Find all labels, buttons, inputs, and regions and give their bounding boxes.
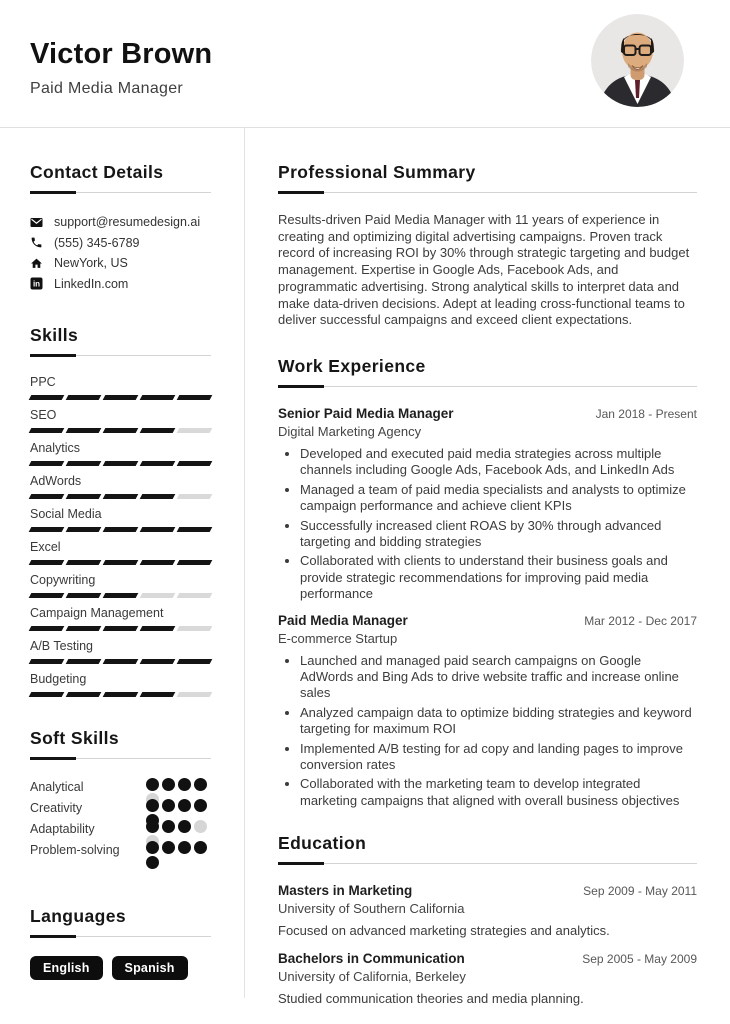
- skill-level-bar: [30, 527, 211, 532]
- level-segment-filled: [103, 461, 139, 466]
- level-segment-filled: [103, 395, 139, 400]
- education-school: University of California, Berkeley: [278, 969, 466, 985]
- education-list: [278, 883, 697, 1006]
- level-dot-filled: [178, 778, 191, 791]
- job-bullet: • Implemented A/B testing for ad copy and landing pages to improve conversion rates: [300, 741, 697, 774]
- summary-heading-block: [278, 162, 697, 193]
- languages-section: [30, 906, 211, 980]
- education-heading: Education: [278, 833, 367, 854]
- sidebar: [0, 128, 245, 998]
- skills-section: [30, 325, 211, 697]
- profile-photo-illustration: [591, 14, 684, 107]
- heading-accent-bar: [30, 191, 76, 194]
- skill-level-bar: [30, 626, 211, 631]
- level-dot-filled: [162, 841, 175, 854]
- contact-linkedin-row: [30, 274, 211, 295]
- main-content: [245, 128, 730, 1007]
- summary-text: Results-driven Paid Media Manager with 11 years of experience in creating and optimizing digital advertising campaigns. Proven track record of increasing ROI by 30% through strategic targeting and budget management. Expertise in Google Ads, Facebook Ads, and programmatic advertising. Strong analytical skills to interpret data and make data-driven decisions. Adept at leading cross-functional teams to deliver successful campaigns and exceed client expectations.: [278, 212, 690, 328]
- level-segment-filled: [29, 659, 65, 664]
- soft-skill-label: Creativity: [30, 801, 83, 815]
- skill-label: Analytics: [30, 441, 81, 455]
- level-segment-filled: [66, 659, 102, 664]
- level-segment-filled: [177, 560, 213, 565]
- job-bullets: [278, 653, 697, 810]
- job-bullet: • Collaborated with clients to understand their business goals and provide strategic recommendations for improving paid media performance: [300, 553, 697, 602]
- content-columns: [0, 128, 730, 1007]
- level-segment-filled: [103, 428, 139, 433]
- level-segment-filled: [140, 428, 176, 433]
- soft-skills-heading: Soft Skills: [30, 728, 120, 748]
- svg-text:in: in: [32, 279, 41, 289]
- soft-skills-list: [30, 778, 211, 862]
- candidate-name: Victor Brown: [30, 38, 213, 70]
- skill-level-bar: [30, 560, 211, 565]
- level-segment-filled: [29, 395, 65, 400]
- level-segment-filled: [29, 626, 65, 631]
- languages-heading: Languages: [30, 906, 126, 926]
- level-dot-filled: [178, 820, 191, 833]
- job-company: Digital Marketing Agency: [278, 423, 422, 439]
- level-dot-filled: [146, 799, 159, 812]
- email-icon: [30, 216, 43, 229]
- skill-label: Copywriting: [30, 573, 96, 587]
- level-segment-filled: [66, 494, 102, 499]
- soft-skill-label: Analytical: [30, 780, 84, 794]
- job-bullet: • Collaborated with the marketing team to develop integrated marketing campaigns that aligned with overall business objectives: [300, 776, 697, 809]
- soft-skills-heading-block: [30, 728, 211, 759]
- education-entry: [278, 951, 697, 1006]
- level-segment-filled: [140, 692, 176, 697]
- level-segment-filled: [66, 428, 102, 433]
- heading-accent-bar: [278, 191, 324, 194]
- contact-heading: Contact Details: [30, 162, 164, 182]
- level-segment-filled: [29, 527, 65, 532]
- level-dot-filled: [178, 799, 191, 812]
- job-entry: [278, 406, 697, 603]
- job-bullet: • Launched and managed paid search campaigns on Google AdWords and Bing Ads to drive website traffic and increase online sales: [300, 653, 697, 702]
- candidate-title: Paid Media Manager: [30, 80, 184, 97]
- experience-heading-block: [278, 356, 697, 387]
- level-segment-empty: [177, 692, 213, 697]
- level-segment-filled: [66, 626, 102, 631]
- level-segment-filled: [177, 527, 213, 532]
- skill-label: AdWords: [30, 474, 82, 488]
- soft-skill-item: [30, 799, 211, 820]
- level-segment-filled: [177, 395, 213, 400]
- level-dot-filled: [146, 778, 159, 791]
- level-segment-filled: [66, 527, 102, 532]
- skill-label: Social Media: [30, 507, 102, 521]
- skill-label: A/B Testing: [30, 639, 94, 653]
- level-segment-filled: [66, 461, 102, 466]
- level-segment-filled: [103, 626, 139, 631]
- level-segment-filled: [103, 692, 139, 697]
- job-bullet: • Managed a team of paid media specialists and analysts to optimize campaign performance and achieve client KPIs: [300, 482, 697, 515]
- education-header: [278, 883, 697, 898]
- contact-linkedin[interactable]: LinkedIn.com: [54, 276, 129, 291]
- contact-location-row: [30, 253, 211, 274]
- skill-item: [30, 375, 211, 400]
- level-dot-filled: [162, 778, 175, 791]
- education-description: Studied communication theories and media planning.: [278, 991, 584, 1007]
- level-segment-filled: [29, 461, 65, 466]
- education-entry: [278, 883, 697, 938]
- level-dot-filled: [146, 820, 159, 833]
- job-title: Senior Paid Media Manager: [278, 405, 454, 421]
- education-section: [278, 833, 697, 1006]
- contact-phone-row: [30, 233, 211, 254]
- experience-section: [278, 356, 697, 809]
- level-dot-filled: [194, 841, 207, 854]
- skill-item: [30, 540, 211, 565]
- level-segment-filled: [177, 659, 213, 664]
- soft-skill-label: Problem-solving: [30, 843, 120, 857]
- languages-heading-block: [30, 906, 211, 937]
- heading-accent-bar: [278, 862, 324, 865]
- level-segment-filled: [103, 659, 139, 664]
- level-segment-filled: [140, 560, 176, 565]
- soft-skill-level-dots: [146, 841, 211, 871]
- level-segment-filled: [140, 527, 176, 532]
- contact-section: [30, 162, 211, 294]
- summary-heading: Professional Summary: [278, 162, 476, 182]
- level-dot-filled: [178, 841, 191, 854]
- heading-accent-bar: [30, 354, 76, 357]
- phone-icon: [30, 236, 43, 249]
- level-segment-filled: [140, 461, 176, 466]
- level-dot-filled: [162, 820, 175, 833]
- level-segment-filled: [103, 560, 139, 565]
- education-school: University of Southern California: [278, 901, 465, 917]
- level-segment-empty: [177, 494, 213, 499]
- level-dot-filled: [162, 799, 175, 812]
- level-segment-filled: [140, 659, 176, 664]
- experience-list: [278, 406, 697, 809]
- level-segment-empty: [140, 593, 176, 598]
- education-degree: Bachelors in Communication: [278, 951, 465, 967]
- home-icon: [30, 257, 43, 270]
- education-header: [278, 951, 697, 966]
- heading-accent-bar: [30, 757, 76, 760]
- summary-section: [278, 162, 697, 329]
- level-segment-filled: [29, 692, 65, 697]
- soft-skill-item: [30, 778, 211, 799]
- skill-item: [30, 573, 211, 598]
- job-dates: Jan 2018 - Present: [595, 406, 697, 421]
- contact-email[interactable]: support@resumedesign.ai: [54, 215, 201, 229]
- soft-skills-section: [30, 728, 211, 862]
- skill-level-bar: [30, 659, 211, 664]
- job-bullets: [278, 446, 697, 603]
- job-dates: Mar 2012 - Dec 2017: [584, 613, 697, 628]
- skill-level-bar: [30, 461, 211, 466]
- heading-accent-bar: [278, 385, 324, 388]
- job-header: [278, 613, 697, 628]
- level-segment-filled: [103, 494, 139, 499]
- skill-label: Campaign Management: [30, 606, 164, 620]
- level-dot-filled: [194, 799, 207, 812]
- level-segment-empty: [177, 593, 213, 598]
- education-heading-block: [278, 833, 697, 864]
- skill-level-bar: [30, 593, 211, 598]
- languages-list: [30, 956, 211, 980]
- job-entry: [278, 613, 697, 810]
- job-bullet: • Successfully increased client ROAS by 30% through advanced targeting and bidding strategies: [300, 518, 697, 551]
- level-segment-filled: [66, 395, 102, 400]
- soft-skill-label: Adaptability: [30, 822, 95, 836]
- level-segment-filled: [140, 395, 176, 400]
- level-segment-empty: [177, 626, 213, 631]
- level-segment-filled: [29, 593, 65, 598]
- skill-item: [30, 639, 211, 664]
- skill-item: [30, 606, 211, 631]
- level-segment-filled: [66, 593, 102, 598]
- level-segment-filled: [103, 527, 139, 532]
- job-bullet: • Developed and executed paid media strategies across multiple channels including Google Ads, Facebook Ads, and LinkedIn Ads: [300, 446, 697, 479]
- job-company: E-commerce Startup: [278, 630, 398, 646]
- skills-list: [30, 375, 211, 697]
- level-dot-filled: [146, 841, 159, 854]
- linkedin-icon: [30, 277, 43, 290]
- level-segment-filled: [140, 626, 176, 631]
- level-segment-filled: [29, 560, 65, 565]
- education-dates: Sep 2009 - May 2011: [583, 884, 697, 899]
- header: [0, 0, 730, 128]
- skill-label: PPC: [30, 375, 56, 389]
- heading-accent-bar: [30, 935, 76, 938]
- skills-heading: Skills: [30, 325, 79, 345]
- contact-location: NewYork, US: [54, 256, 128, 270]
- skill-level-bar: [30, 692, 211, 697]
- experience-heading: Work Experience: [278, 355, 426, 376]
- skill-item: [30, 441, 211, 466]
- job-header: [278, 406, 697, 421]
- skill-level-bar: [30, 428, 211, 433]
- profile-photo: [591, 14, 684, 107]
- skill-item: [30, 408, 211, 433]
- skill-level-bar: [30, 395, 211, 400]
- job-bullet: • Analyzed campaign data to optimize bidding strategies and keyword targeting for maximum ROI: [300, 705, 697, 738]
- skill-label: Budgeting: [30, 672, 87, 686]
- skill-item: [30, 507, 211, 532]
- level-segment-empty: [177, 428, 213, 433]
- level-segment-filled: [103, 593, 139, 598]
- skill-level-bar: [30, 494, 211, 499]
- level-segment-filled: [66, 692, 102, 697]
- contact-heading-block: [30, 162, 211, 193]
- level-segment-filled: [140, 494, 176, 499]
- level-segment-filled: [29, 494, 65, 499]
- skill-label: Excel: [30, 540, 61, 554]
- language-pill: Spanish: [112, 956, 188, 980]
- job-title: Paid Media Manager: [278, 612, 408, 628]
- level-segment-filled: [66, 560, 102, 565]
- skills-heading-block: [30, 325, 211, 356]
- contact-phone: (555) 345-6789: [54, 235, 140, 250]
- skill-item: [30, 474, 211, 499]
- level-segment-filled: [177, 461, 213, 466]
- level-dot-filled: [194, 778, 207, 791]
- education-dates: Sep 2005 - May 2009: [582, 952, 697, 967]
- skill-item: [30, 672, 211, 697]
- contact-email-row: [30, 212, 211, 233]
- education-description: Focused on advanced marketing strategies and analytics.: [278, 923, 610, 939]
- level-dot-empty: [194, 820, 207, 833]
- soft-skill-item: [30, 841, 211, 862]
- level-dot-filled: [146, 856, 159, 869]
- skill-label: SEO: [30, 408, 57, 422]
- level-segment-filled: [29, 428, 65, 433]
- education-degree: Masters in Marketing: [278, 883, 413, 899]
- soft-skill-item: [30, 820, 211, 841]
- language-pill: English: [30, 956, 103, 980]
